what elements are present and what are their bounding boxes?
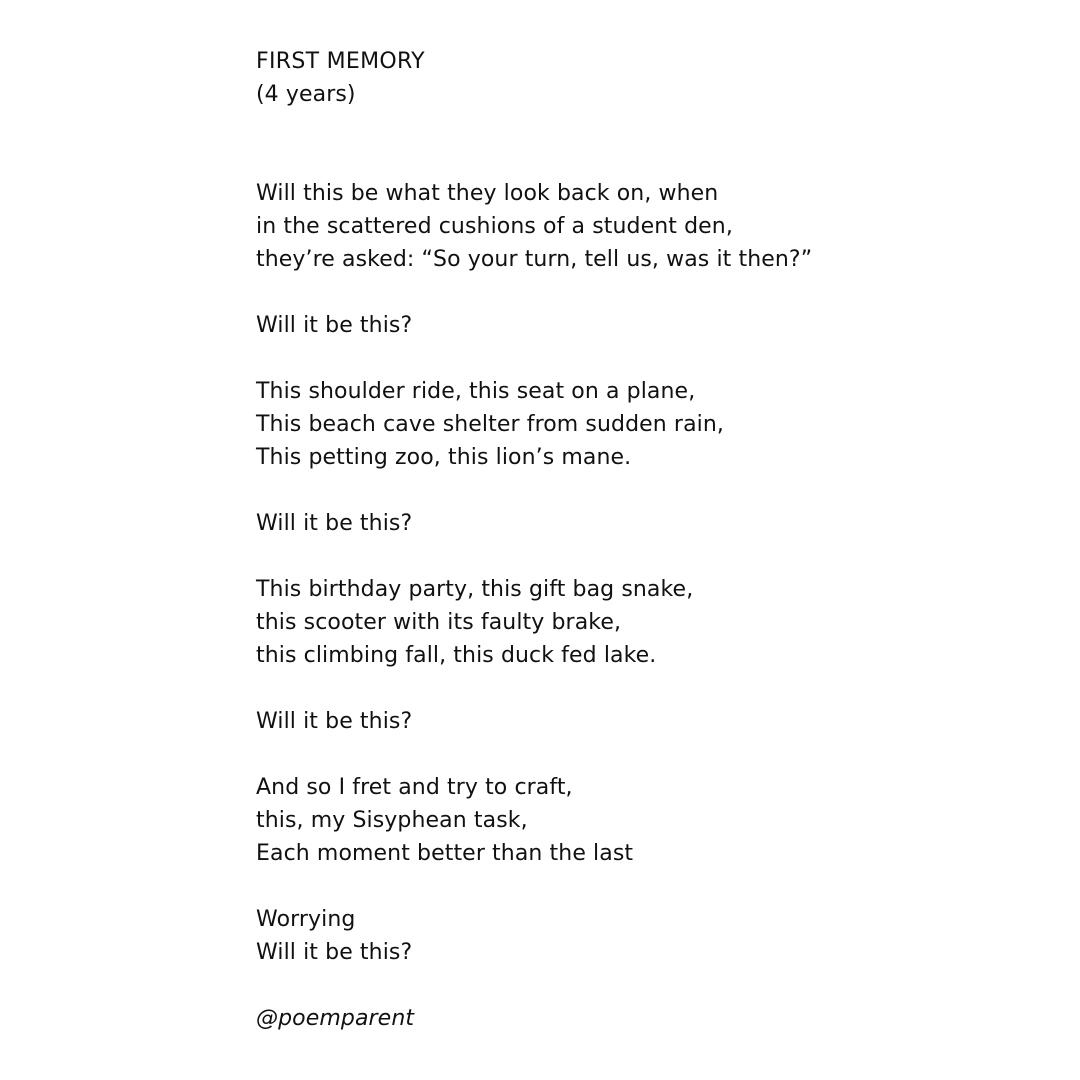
stanza-3 bbox=[256, 573, 1036, 672]
poem-line: This beach cave shelter from sudden rain, bbox=[256, 412, 725, 437]
refrain-line: Will it be this? bbox=[256, 313, 413, 338]
poem-line: And so I fret and try to craft, bbox=[256, 775, 573, 800]
spacer bbox=[256, 969, 1036, 1002]
spacer bbox=[256, 342, 1036, 375]
refrain-line: Will it be this? bbox=[256, 709, 413, 734]
poem-line: this climbing fall, this duck fed lake. bbox=[256, 643, 657, 668]
stanza-2 bbox=[256, 375, 1036, 474]
poem-line: this scooter with its faulty brake, bbox=[256, 610, 622, 635]
poem-subtitle: (4 years) bbox=[256, 82, 356, 107]
stanza-4 bbox=[256, 771, 1036, 870]
poem-line: they’re asked: “So your turn, tell us, was it then?” bbox=[256, 247, 813, 272]
poem-line: Worrying bbox=[256, 907, 356, 932]
spacer bbox=[256, 672, 1036, 705]
spacer bbox=[256, 870, 1036, 903]
spacer bbox=[256, 540, 1036, 573]
poem-title: FIRST MEMORY bbox=[256, 49, 425, 74]
poem-line: Will this be what they look back on, when bbox=[256, 181, 719, 206]
spacer bbox=[256, 276, 1036, 309]
poem-page bbox=[256, 45, 1036, 1035]
poem-line: This petting zoo, this lion’s mane. bbox=[256, 445, 632, 470]
refrain-line: Will it be this? bbox=[256, 511, 413, 536]
closing-stanza bbox=[256, 903, 1036, 969]
stanza-1 bbox=[256, 177, 1036, 276]
author-handle: @poemparent bbox=[256, 1006, 415, 1031]
spacer bbox=[256, 111, 1036, 177]
spacer bbox=[256, 738, 1036, 771]
poem-line: This shoulder ride, this seat on a plane, bbox=[256, 379, 696, 404]
poem-line: Will it be this? bbox=[256, 940, 413, 965]
poem-line: This birthday party, this gift bag snake, bbox=[256, 577, 694, 602]
poem-line: this, my Sisyphean task, bbox=[256, 808, 528, 833]
poem-line: Each moment better than the last bbox=[256, 841, 634, 866]
spacer bbox=[256, 474, 1036, 507]
poem-line: in the scattered cushions of a student den, bbox=[256, 214, 733, 239]
